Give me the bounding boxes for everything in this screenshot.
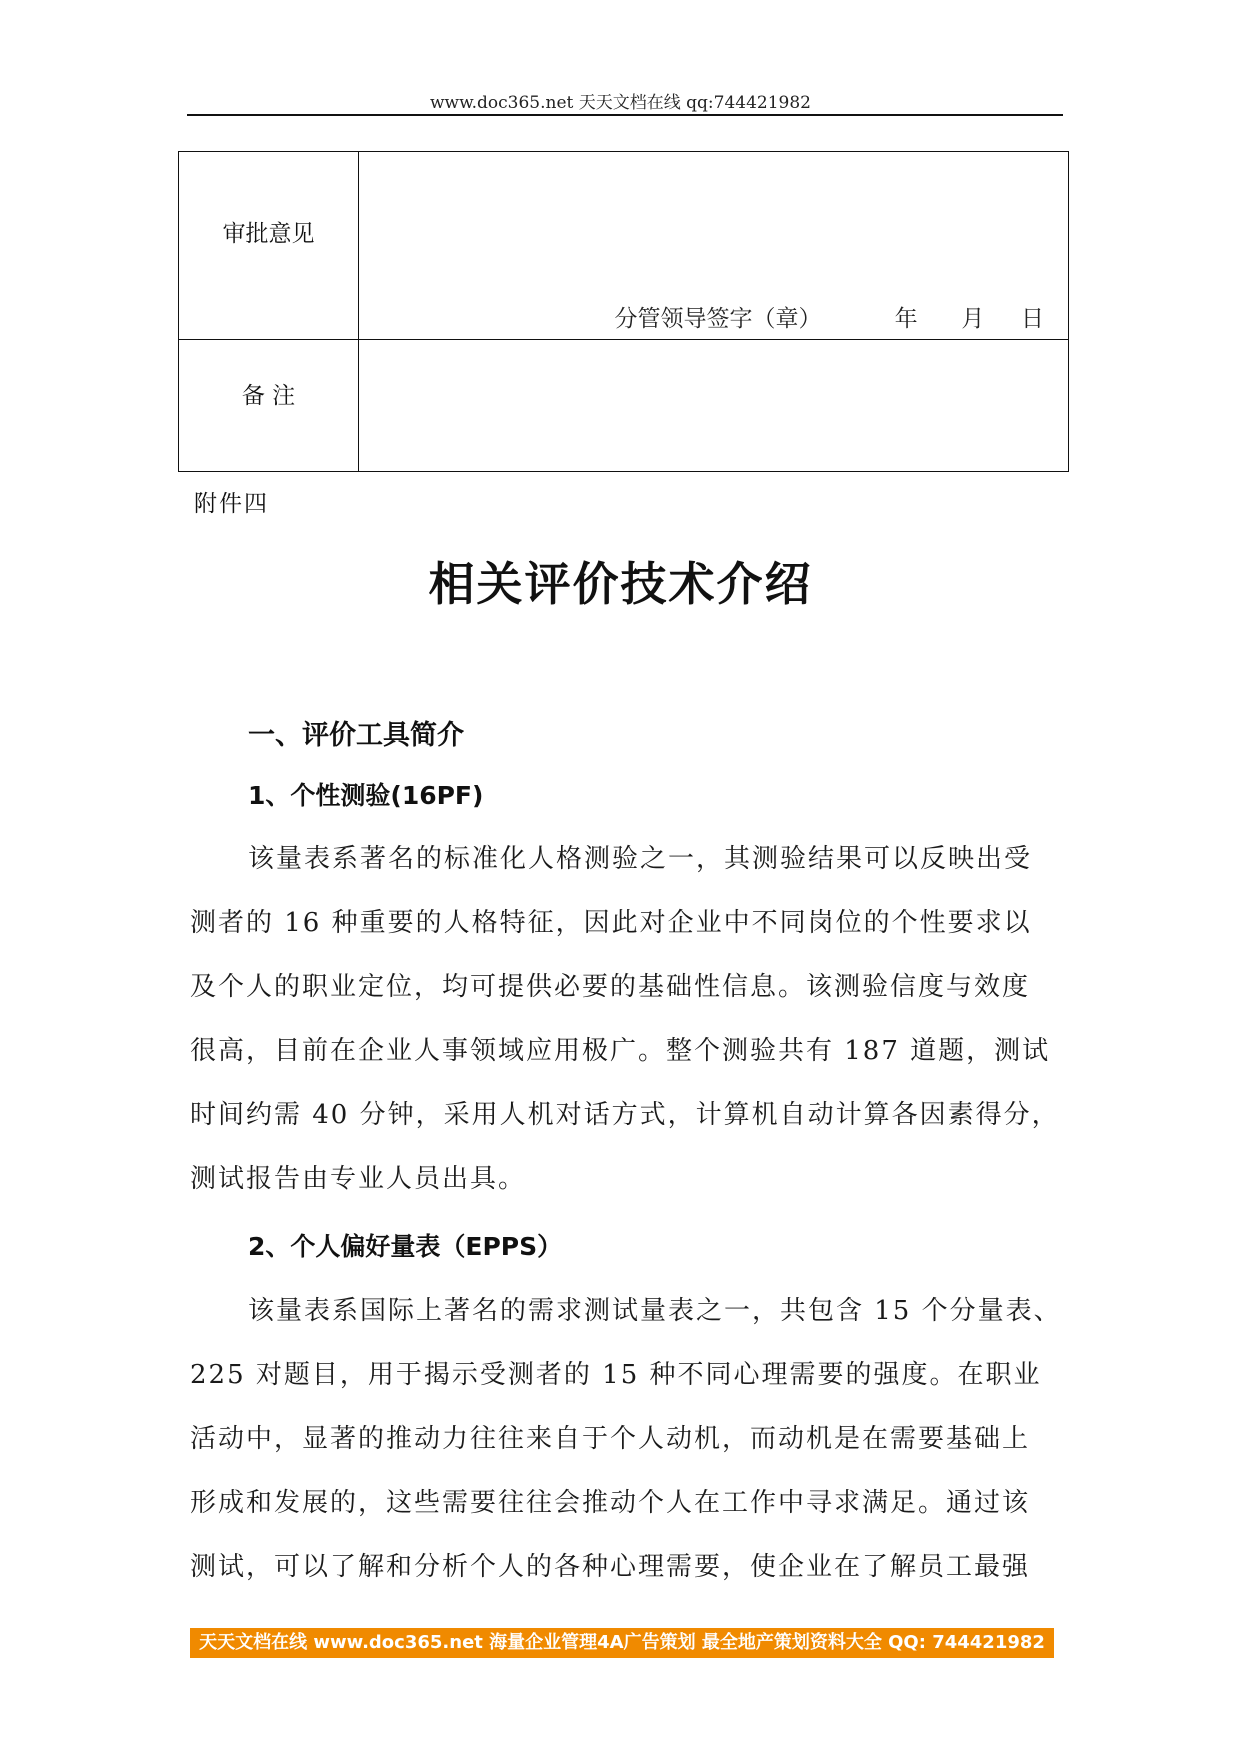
- item1-line: 很高，目前在企业人事领域应用极广。整个测验共有 187 道题，测试: [190, 1036, 1051, 1066]
- item1-line: 该量表系著名的标准化人格测验之一，其测验结果可以反映出受: [248, 844, 1033, 874]
- item2-line: 225 对题目，用于揭示受测者的 15 种不同心理需要的强度。在职业: [190, 1360, 1042, 1390]
- item2-line: 该量表系国际上著名的需求测试量表之一，共包含 15 个分量表、: [248, 1296, 1062, 1326]
- signature-line: 分管领导签字（章） 年 月 日: [614, 306, 1044, 332]
- header-rule: [187, 114, 1063, 116]
- item1-line: 测试报告由专业人员出具。: [190, 1164, 527, 1194]
- document-title: 相关评价技术介绍: [428, 557, 813, 611]
- item1-line: 时间约需 40 分钟，采用人机对话方式，计算机自动计算各因素得分，: [190, 1100, 1060, 1130]
- item2-line: 形成和发展的，这些需要往往会推动个人在工作中寻求满足。通过该: [190, 1488, 1031, 1518]
- remarks-content-cell: [359, 340, 1069, 472]
- approval-table: [178, 151, 1069, 472]
- approval-row: [179, 152, 1069, 340]
- footer-ad-banner[interactable]: 天天文档在线 www.doc365.net 海量企业管理4A广告策划 最全地产策划资料大全 QQ: 744421982: [190, 1628, 1054, 1658]
- remarks-label: 备 注: [179, 340, 359, 472]
- item1-line: 及个人的职业定位，均可提供必要的基础性信息。该测验信度与效度: [190, 972, 1031, 1002]
- item2-heading: 2、个人偏好量表（EPPS）: [248, 1232, 563, 1261]
- item2-line: 测试，可以了解和分析个人的各种心理需要，使企业在了解员工最强: [190, 1552, 1031, 1582]
- remarks-row: [179, 340, 1069, 472]
- approval-content-cell: [359, 152, 1069, 340]
- item2-line: 活动中，显著的推动力往往来自于个人动机，而动机是在需要基础上: [190, 1424, 1031, 1454]
- item1-heading: 1、个性测验(16PF): [248, 781, 484, 810]
- page-header: www.doc365.net 天天文档在线 qq:744421982: [429, 93, 811, 113]
- item1-line: 测者的 16 种重要的人格特征，因此对企业中不同岗位的个性要求以: [190, 908, 1032, 938]
- attachment-label: 附件四: [194, 491, 269, 517]
- section-heading: 一、评价工具简介: [248, 720, 464, 751]
- approval-label: 审批意见: [179, 152, 359, 340]
